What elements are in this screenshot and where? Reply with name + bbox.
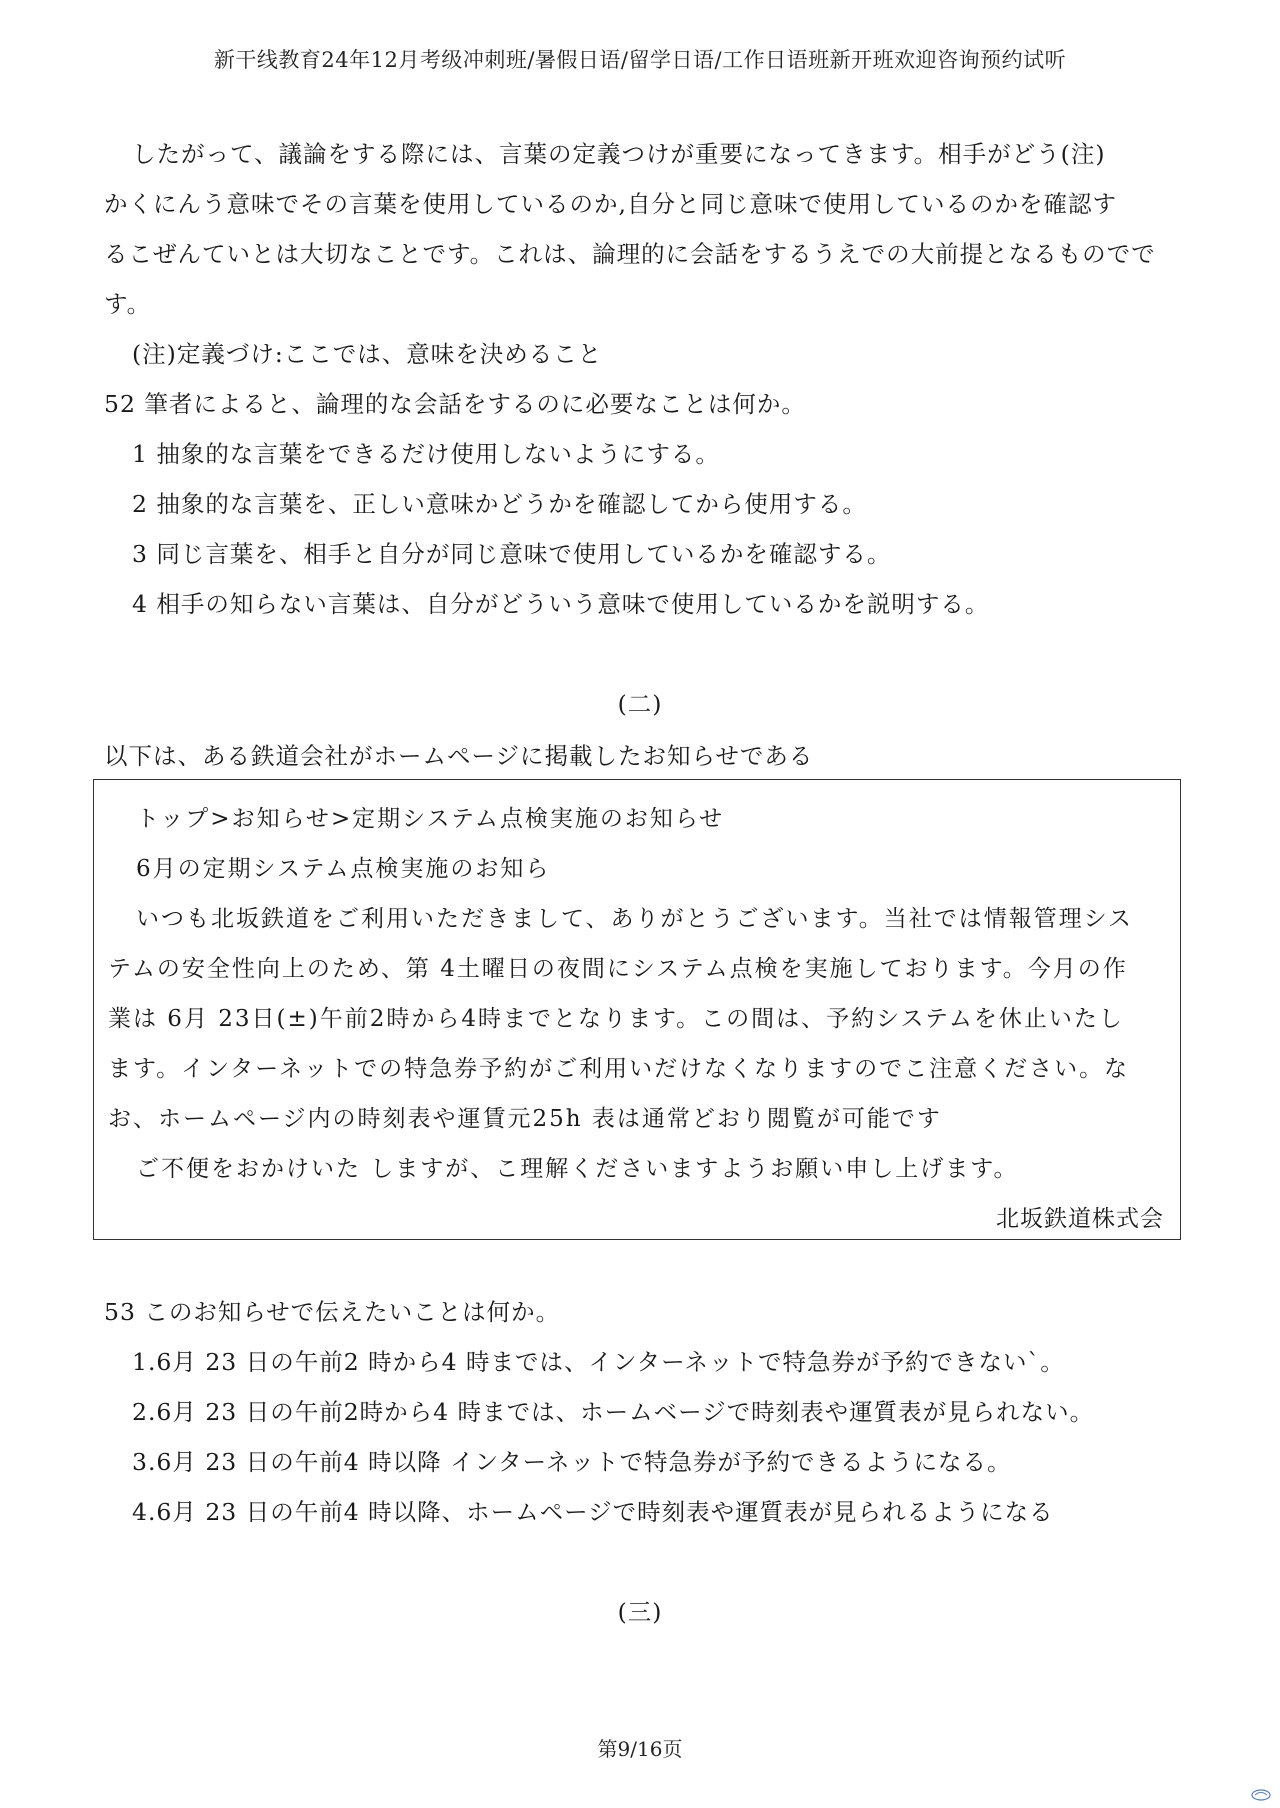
notice-signature: 北坂鉄道株式会	[996, 1206, 1164, 1232]
passage-note: (注)定義づけ:ここでは、意味を決めること	[132, 340, 603, 368]
section-3-heading: (三)	[617, 1598, 663, 1626]
q52-option-1: 1 抽象的な言葉をできるだけ使用しないようにする。	[132, 440, 720, 468]
section-2-intro: 以下は、ある鉄道会社がホームページに掲載したお知らせである	[104, 742, 814, 770]
notice-title: 6月の定期システム点検実施のお知ら	[136, 856, 551, 882]
passage-line-4: す。	[104, 290, 152, 318]
notice-box	[93, 779, 1181, 1240]
notice-breadcrumb: トップ>お知らせ>定期システム点検実施のお知らせ	[136, 806, 725, 832]
notice-body-line-4: ます。インターネットでの特急券予約がご利用いだけなくなりますのでこ注意ください。な	[108, 1056, 1130, 1082]
q53-option-3: 3.6月 23 日の午前4 時以降 インターネットで特急券が予約できるようになる。	[132, 1448, 1012, 1476]
page-number: 第9/16页	[597, 1737, 683, 1761]
notice-body-line-2: テムの安全性向上のため、第 4土曜日の夜間にシステム点検を実施しております。今月の作	[108, 956, 1128, 982]
q52-option-3: 3 同じ言葉を、相手と自分が同じ意味で使用しているかを確認する。	[132, 540, 892, 568]
question-52: 52 筆者によると、論理的な会話をするのに必要なことは何か。	[104, 390, 806, 418]
page-header: 新干线教育24年12月考级冲刺班/暑假日语/留学日语/工作日语班新开班欢迎咨询预约试听	[213, 48, 1067, 72]
question-53: 53 このお知らせで伝えたいことは何か。	[104, 1298, 561, 1326]
q53-option-2: 2.6月 23 日の午前2時から4 時までは、ホームベージで時刻表や運質表が見られない。	[132, 1398, 1095, 1426]
q53-option-1: 1.6月 23 日の午前2 時から4 時までは、インターネットで特急券が予約できない`。	[132, 1348, 1065, 1376]
passage-line-1: したがって、議論をする際には、言葉の定義つけが重要になってきます。相手がどう(注)	[132, 140, 1106, 168]
notice-body-line-6: ご不便をおかけいた しますが、こ理解くださいますようお願い申し上げます。	[136, 1156, 1019, 1182]
q52-option-4: 4 相手の知らない言葉は、自分がどういう意味で使用しているかを説明する。	[132, 590, 990, 618]
passage-line-3: るこぜんていとは大切なことです。これは、論理的に会話をするうえでの大前提となるものでで	[104, 240, 1156, 268]
notice-body-line-1: いつも北坂鉄道をご利用いただきまして、ありがとうございます。当社では情報管理シス	[136, 906, 1134, 932]
notice-body-line-3: 業は 6月 23日(±)午前2時から4時までとなります。この間は、予約システムを休止いたし	[108, 1006, 1124, 1032]
watermark-logo-icon	[1250, 1788, 1272, 1802]
q53-option-4: 4.6月 23 日の午前4 時以降、ホームページで時刻表や運質表が見られるようになる	[132, 1498, 1054, 1526]
q52-option-2: 2 抽象的な言葉を、正しい意味かどうかを確認してから使用する。	[132, 490, 867, 518]
passage-line-2: かくにんう意味でその言葉を使用しているのか,自分と同じ意味で使用しているのかを確認す	[104, 190, 1117, 218]
section-2-heading: (二)	[617, 690, 663, 718]
notice-body-line-5: お、ホームページ内の時刻表や運賃元25h 表は通常どおり閲覧が可能です	[108, 1106, 942, 1132]
